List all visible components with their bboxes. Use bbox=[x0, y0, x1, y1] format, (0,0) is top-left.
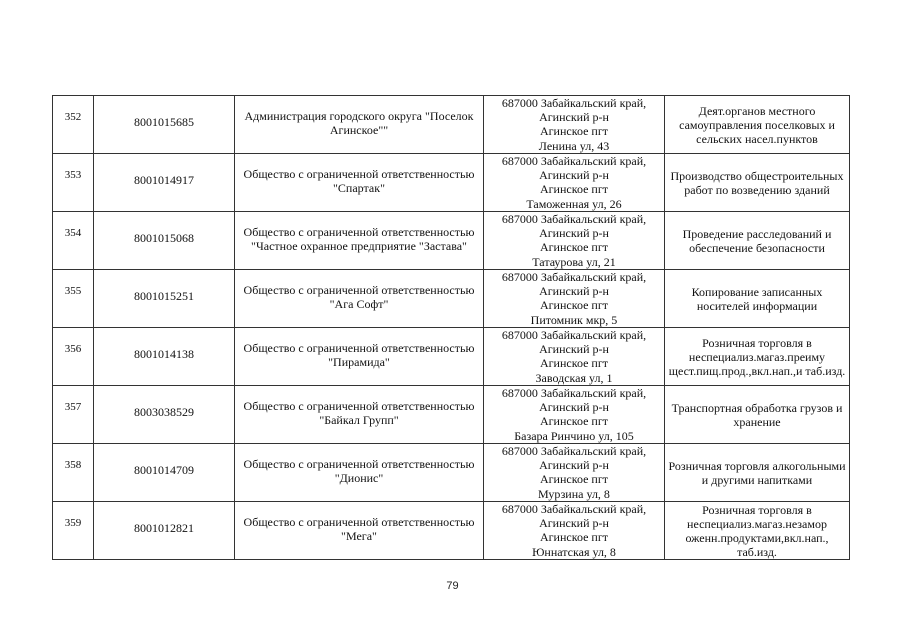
address-line: Агинское пгт bbox=[539, 298, 609, 313]
table-row bbox=[53, 502, 850, 560]
registry-table bbox=[52, 95, 850, 560]
address-line: 687000 Забайкальский край, bbox=[501, 386, 647, 400]
address-line: 687000 Забайкальский край, bbox=[501, 270, 647, 284]
address-cell bbox=[484, 502, 665, 560]
inn-cell bbox=[94, 270, 235, 328]
address-line: Агинский р-н bbox=[539, 168, 609, 183]
table-row bbox=[53, 96, 850, 154]
inn-value: 8001014138 bbox=[134, 346, 194, 361]
table-row bbox=[53, 328, 850, 386]
address-line: Агинское пгт bbox=[539, 182, 609, 197]
address-line: Агинский р-н bbox=[539, 458, 609, 473]
organization-name-cell bbox=[235, 502, 484, 560]
row-number: 355 bbox=[64, 285, 82, 297]
activity-text: Производство общестроительных работ по возведению зданий bbox=[670, 168, 844, 197]
activity-cell bbox=[665, 270, 850, 328]
inn-value: 8003038529 bbox=[134, 404, 194, 419]
organization-name: Общество с ограниченной ответственностью "Дионис" bbox=[243, 456, 475, 485]
activity-cell bbox=[665, 154, 850, 212]
organization-name-cell bbox=[235, 444, 484, 502]
row-number-cell bbox=[53, 502, 94, 560]
inn-value: 8001015068 bbox=[134, 230, 194, 245]
address-line: Заводская ул, 1 bbox=[535, 370, 613, 385]
row-number-cell bbox=[53, 154, 94, 212]
address-cell bbox=[484, 96, 665, 154]
inn-value: 8001012821 bbox=[134, 520, 194, 535]
page-number: 79 bbox=[446, 580, 459, 592]
table-row bbox=[53, 444, 850, 502]
row-number: 352 bbox=[64, 111, 82, 123]
activity-cell bbox=[665, 328, 850, 386]
inn-cell bbox=[94, 502, 235, 560]
row-number: 354 bbox=[64, 227, 82, 239]
address-line: Питомник мкр, 5 bbox=[530, 312, 618, 327]
row-number: 358 bbox=[64, 459, 82, 471]
address-line: Татаурова ул, 21 bbox=[532, 254, 616, 269]
address-line: Агинское пгт bbox=[539, 530, 609, 545]
table-row bbox=[53, 212, 850, 270]
address-line: Агинское пгт bbox=[539, 414, 609, 429]
organization-name-cell bbox=[235, 270, 484, 328]
address-cell bbox=[484, 386, 665, 444]
address-cell bbox=[484, 270, 665, 328]
address-line: Мурзина ул, 8 bbox=[538, 486, 610, 501]
address-cell bbox=[484, 154, 665, 212]
address-line: Агинское пгт bbox=[539, 356, 609, 371]
row-number: 359 bbox=[64, 517, 82, 529]
organization-name: Общество с ограниченной ответственностью "Частное охранное предприятие "Застава" bbox=[243, 224, 475, 253]
address-cell bbox=[484, 328, 665, 386]
activity-cell bbox=[665, 212, 850, 270]
row-number-cell bbox=[53, 328, 94, 386]
organization-name: Общество с ограниченной ответственностью "Байкал Групп" bbox=[243, 398, 475, 427]
address-line: Агинский р-н bbox=[539, 110, 609, 125]
activity-cell bbox=[665, 96, 850, 154]
table-row bbox=[53, 270, 850, 328]
table-row bbox=[53, 154, 850, 212]
inn-value: 8001015251 bbox=[134, 288, 194, 303]
activity-text: Розничная торговля в неспециализ.магаз.преиму щест.пищ.прод.,вкл.нап.,и таб.изд. bbox=[668, 335, 846, 378]
row-number-cell bbox=[53, 270, 94, 328]
address-line: 687000 Забайкальский край, bbox=[501, 96, 647, 110]
address-line: 687000 Забайкальский край, bbox=[501, 502, 647, 516]
inn-value: 8001015685 bbox=[134, 114, 194, 129]
address-line: Агинский р-н bbox=[539, 226, 609, 241]
address-line: 687000 Забайкальский край, bbox=[501, 154, 647, 168]
organization-name: Общество с ограниченной ответственностью "Мега" bbox=[243, 514, 475, 543]
activity-text: Проведение расследований и обеспечение безопасности bbox=[682, 226, 832, 255]
organization-name: Общество с ограниченной ответственностью "Ага Софт" bbox=[243, 282, 475, 311]
row-number-cell bbox=[53, 212, 94, 270]
table-row bbox=[53, 386, 850, 444]
inn-cell bbox=[94, 444, 235, 502]
row-number: 356 bbox=[64, 343, 82, 355]
row-number: 353 bbox=[64, 169, 82, 181]
address-cell bbox=[484, 444, 665, 502]
address-line: 687000 Забайкальский край, bbox=[501, 328, 647, 342]
activity-text: Розничная торговля в неспециализ.магаз.незамор оженн.продуктами,вкл.нап., таб.изд. bbox=[685, 502, 829, 559]
row-number-cell bbox=[53, 444, 94, 502]
address-line: Юннатская ул, 8 bbox=[532, 544, 616, 559]
address-line: 687000 Забайкальский край, bbox=[501, 212, 647, 226]
inn-cell bbox=[94, 328, 235, 386]
organization-name-cell bbox=[235, 154, 484, 212]
address-line: Базара Ринчино ул, 105 bbox=[514, 428, 634, 443]
inn-cell bbox=[94, 96, 235, 154]
organization-name: Администрация городского округа "Поселок Агинское"" bbox=[244, 108, 474, 137]
address-cell bbox=[484, 212, 665, 270]
inn-cell bbox=[94, 212, 235, 270]
organization-name-cell bbox=[235, 386, 484, 444]
activity-text: Копирование записанных носителей информации bbox=[691, 284, 823, 313]
activity-text: Транспортная обработка грузов и хранение bbox=[671, 400, 843, 429]
address-line: 687000 Забайкальский край, bbox=[501, 444, 647, 458]
inn-value: 8001014709 bbox=[134, 462, 194, 477]
row-number-cell bbox=[53, 386, 94, 444]
address-line: Ленина ул, 43 bbox=[538, 138, 610, 153]
address-line: Агинский р-н bbox=[539, 400, 609, 415]
row-number: 357 bbox=[64, 401, 82, 413]
address-line: Таможенная ул, 26 bbox=[526, 196, 622, 211]
address-line: Агинский р-н bbox=[539, 516, 609, 531]
address-line: Агинское пгт bbox=[539, 124, 609, 139]
organization-name: Общество с ограниченной ответственностью "Спартак" bbox=[243, 166, 475, 195]
organization-name-cell bbox=[235, 212, 484, 270]
activity-cell bbox=[665, 502, 850, 560]
organization-name: Общество с ограниченной ответственностью "Пирамида" bbox=[243, 340, 475, 369]
row-number-cell bbox=[53, 96, 94, 154]
address-line: Агинский р-н bbox=[539, 342, 609, 357]
address-line: Агинское пгт bbox=[539, 240, 609, 255]
activity-text: Розничная торговля алкогольными и другими напитками bbox=[668, 458, 846, 487]
address-line: Агинское пгт bbox=[539, 472, 609, 487]
inn-cell bbox=[94, 154, 235, 212]
activity-cell bbox=[665, 386, 850, 444]
activity-cell bbox=[665, 444, 850, 502]
inn-value: 8001014917 bbox=[134, 172, 194, 187]
inn-cell bbox=[94, 386, 235, 444]
organization-name-cell bbox=[235, 328, 484, 386]
activity-text: Деят.органов местного самоуправления поселковых и сельских насел.пунктов bbox=[679, 103, 835, 146]
organization-name-cell bbox=[235, 96, 484, 154]
address-line: Агинский р-н bbox=[539, 284, 609, 299]
table-body bbox=[53, 96, 850, 560]
